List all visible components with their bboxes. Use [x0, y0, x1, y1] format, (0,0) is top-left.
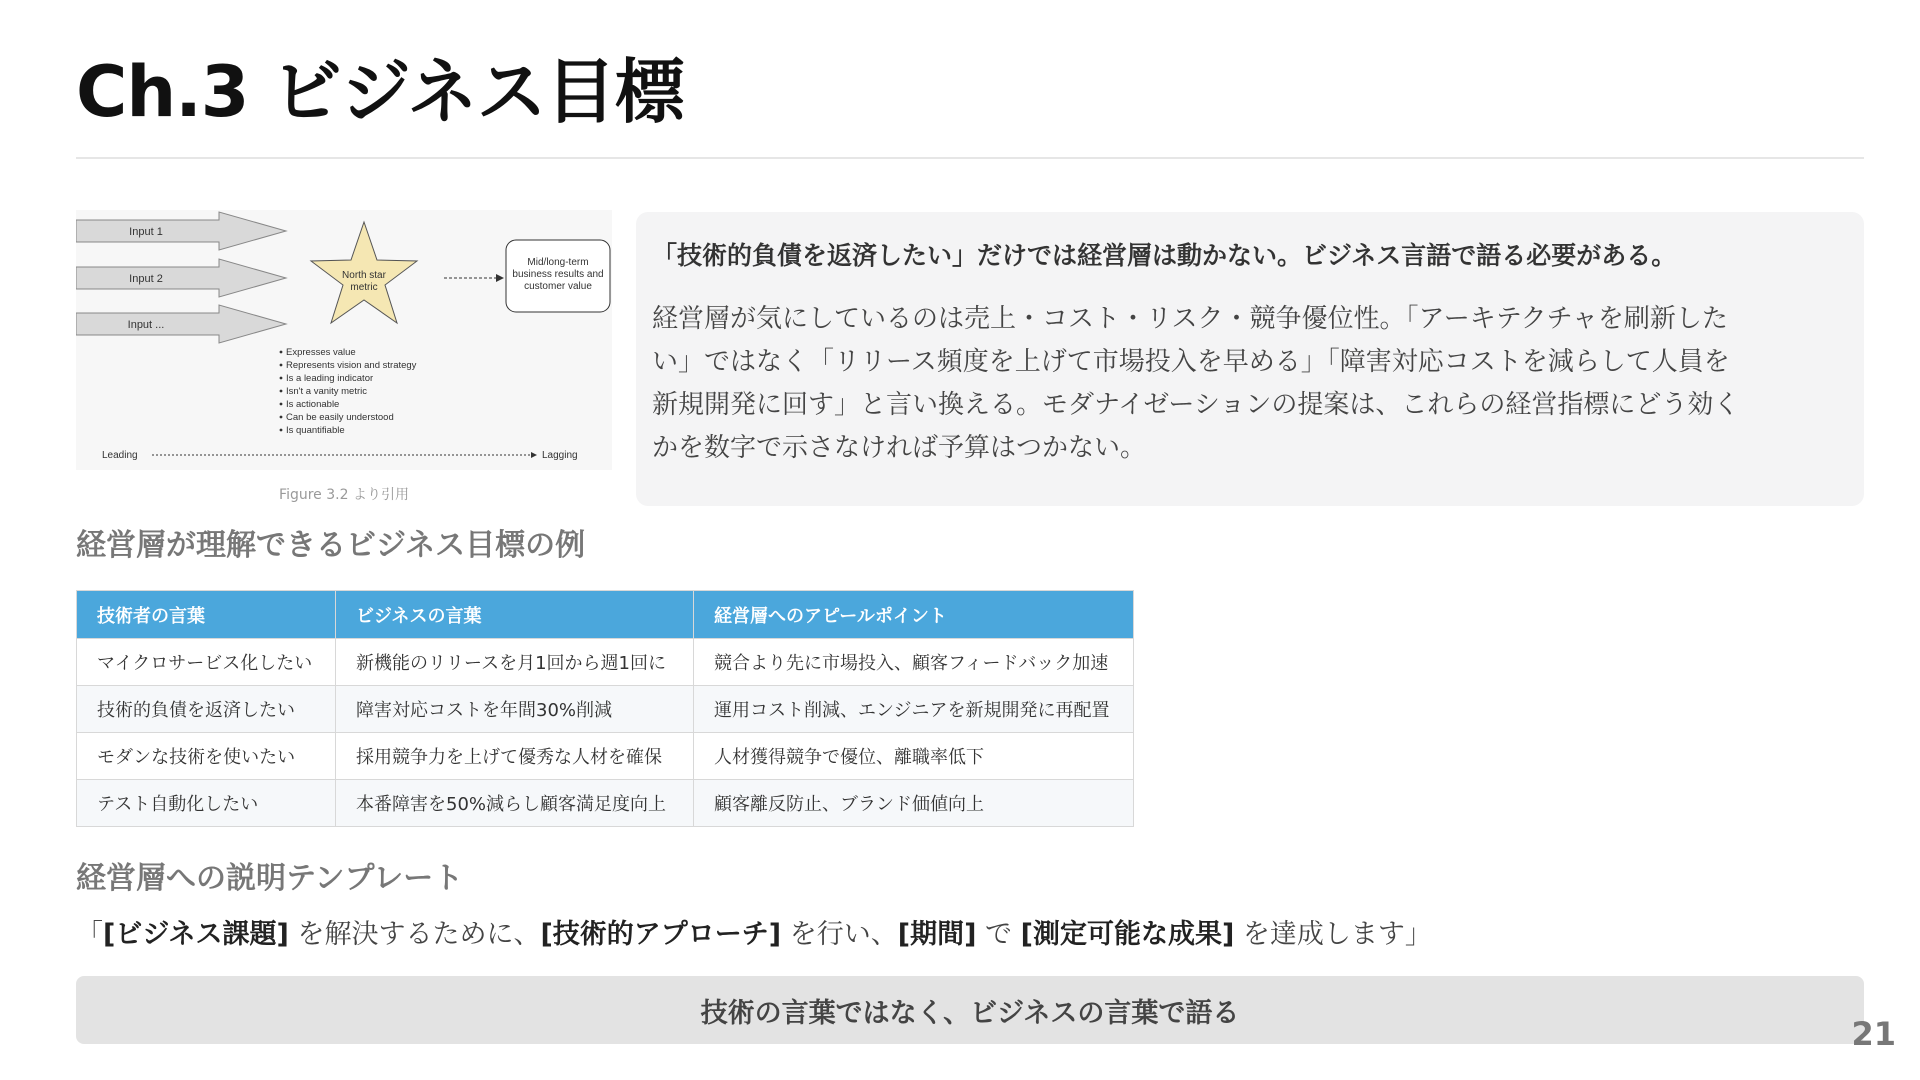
table-cell: 技術的負債を返済したい — [77, 686, 336, 733]
template-slot: [ビジネス課題] — [103, 919, 289, 950]
axis-leading-label: Leading — [102, 450, 138, 461]
table-cell: 障害対応コストを年間30%削減 — [336, 686, 694, 733]
table-header-row — [77, 591, 1134, 639]
examples-heading: 経営層が理解できるビジネス目標の例 — [76, 528, 586, 563]
table-cell: 顧客離反防止、ブランド価値向上 — [694, 780, 1134, 827]
template-slot: [技術的アプローチ] — [540, 919, 782, 950]
callout-line: 経営層が気にしているのは売上・コスト・リスク・競争優位性。「アーキテクチャを刷新した — [652, 304, 1728, 334]
table-cell: 人材獲得競争で優位、離職率低下 — [694, 733, 1134, 780]
star-label-1: North star — [342, 270, 386, 281]
star-label-2: metric — [350, 282, 378, 293]
callout-body — [652, 298, 1848, 470]
title-divider — [76, 157, 1864, 159]
summary-bar: 技術の言葉ではなく、ビジネスの言葉で語る — [76, 976, 1864, 1044]
figure-caption: Figure 3.2 より引用 — [279, 487, 409, 503]
results-line-1: Mid/long-term — [527, 257, 589, 268]
bullet-item: Is actionable — [286, 399, 340, 410]
callout-line: 新規開発に回す」と言い換える。モダナイゼーションの提案は、これらの経営指標にどう効く — [652, 390, 1740, 420]
table-cell: マイクロサービス化したい — [77, 639, 336, 686]
input-label-1: Input 1 — [129, 226, 163, 238]
input-label-2: Input 2 — [129, 273, 163, 285]
table-cell: 本番障害を50%減らし顧客満足度向上 — [336, 780, 694, 827]
table-row — [77, 780, 1134, 827]
bullet-item: Expresses value — [286, 347, 356, 358]
results-line-3: customer value — [524, 281, 592, 292]
north-star-diagram — [76, 210, 612, 470]
callout-heading: 「技術的負債を返済したい」だけでは経営層は動かない。ビジネス言語で語る必要がある。 — [652, 241, 1677, 270]
table-row — [77, 733, 1134, 780]
results-line-2: business results and — [512, 269, 604, 280]
template-text: を達成します」 — [1234, 919, 1432, 950]
table-cell: 運用コスト削減、エンジニアを新規開発に再配置 — [694, 686, 1134, 733]
column-header: ビジネスの言葉 — [336, 591, 694, 639]
table-cell: モダンな技術を使いたい — [77, 733, 336, 780]
north-star-figure — [76, 210, 612, 470]
table-cell: 競合より先に市場投入、顧客フィードバック加速 — [694, 639, 1134, 686]
column-header: 経営層へのアピールポイント — [694, 591, 1134, 639]
table-row — [77, 639, 1134, 686]
slide-title: Ch.3 ビジネス目標 — [76, 51, 684, 133]
bullet-item: Is a leading indicator — [286, 373, 374, 384]
bullet-item: Can be easily understood — [286, 412, 394, 423]
axis-lagging-label: Lagging — [542, 450, 578, 461]
template-text: を解決するために、 — [288, 919, 541, 950]
callout-line: い」ではなく「リリース頻度を上げて市場投入を早める」「障害対応コストを減らして人員を — [652, 347, 1730, 377]
template-heading: 経営層への説明テンプレート — [76, 861, 464, 896]
template-sentence — [76, 912, 1432, 951]
input-label-3: Input ... — [127, 319, 165, 331]
template-text: 「 — [76, 919, 103, 950]
callout-box — [636, 212, 1864, 506]
template-slot: [期間] — [897, 919, 977, 950]
template-text: を行い、 — [781, 919, 898, 950]
bullet-item: Is quantifiable — [286, 425, 345, 436]
table-row — [77, 686, 1134, 733]
page-number: 21 — [1851, 1015, 1896, 1053]
callout-line: かを数字で示さなければ予算はつかない。 — [652, 433, 1147, 463]
template-slot: [測定可能な成果] — [1020, 919, 1235, 950]
bullet-item: Represents vision and strategy — [286, 360, 417, 371]
table-cell: 新機能のリリースを月1回から週1回に — [336, 639, 694, 686]
template-text: で — [976, 919, 1021, 950]
table-cell: 採用競争力を上げて優秀な人材を確保 — [336, 733, 694, 780]
column-header: 技術者の言葉 — [77, 591, 336, 639]
table-cell: テスト自動化したい — [77, 780, 336, 827]
bullet-item: Isn't a vanity metric — [286, 386, 368, 397]
examples-table — [76, 590, 1134, 827]
